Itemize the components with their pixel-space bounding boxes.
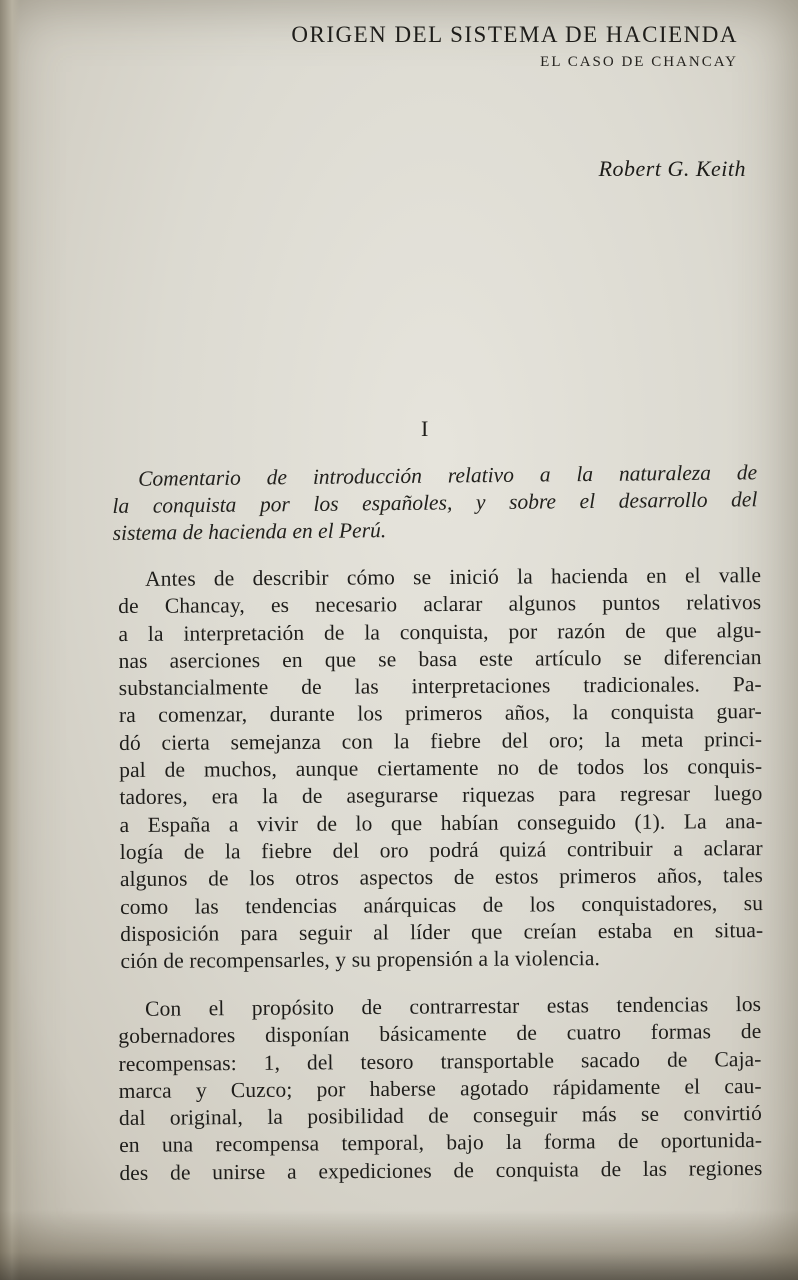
paragraph-line: disposición para seguir al líder que creían estaba en situa- [120, 917, 764, 946]
paragraph-line: pal de muchos, aunque ciertamente no de todos los conquis- [119, 754, 763, 783]
page-bottom-shadow [0, 1210, 798, 1280]
paragraph-line: en una recompensa temporal, bajo la forma de oportunida- [119, 1128, 763, 1158]
paragraph-line: como las tendencias anárquicas de los conquistadores, su [120, 890, 764, 919]
paragraph-line: Antes de describir cómo se inició la hacienda en el valle [145, 563, 762, 591]
paragraph-line: de Chancay, es necesario aclarar algunos puntos relativos [118, 590, 762, 619]
paragraph-line: Con el propósito de contrarrestar estas tendencias los [145, 991, 762, 1021]
paragraph-2 [118, 991, 762, 1187]
paragraph-line: dal original, la posibilidad de conseguir más se convirtió [118, 1101, 763, 1131]
paragraph-line: a la interpretación de la conquista, por razón de que algu- [118, 617, 762, 646]
paragraph-line: nas aserciones en que se basa este artículo se diferencian [118, 644, 762, 673]
paragraph-line: logía de la fiebre del oro podrá quizá contribuir a aclarar [119, 836, 763, 864]
paragraph-line: substancialmente de las interpretaciones tradicionales. Pa- [118, 672, 762, 701]
paragraph-line: marca y Cuzco; por haberse agotado rápidamente el cau- [118, 1073, 762, 1103]
paragraph-line: tadores, era la de asegurarse riquezas para regresar luego [119, 781, 763, 810]
paragraph-line: ra comenzar, durante los primeros años, la conquista guar- [118, 699, 762, 728]
paragraph-line: recompensas: 1, del tesoro transportable sacado de Caja- [118, 1046, 762, 1076]
running-header-subtitle: EL CASO DE CHANCAY [540, 54, 738, 70]
paragraph-line: des de unirse a expediciones de conquista de las regiones [119, 1155, 763, 1185]
paragraph-1 [118, 562, 763, 975]
page-gutter-shadow [0, 0, 20, 1280]
paragraph-line: gobernadores disponían básicamente de cuatro formas de [118, 1019, 762, 1049]
paragraph-line: ción de recompensarles, y su propensión a la violencia. [120, 946, 601, 974]
section-number: I [421, 416, 429, 441]
section-intro-line: sistema de hacienda en el Perú. [112, 518, 387, 545]
paragraph-line: a España a vivir de lo que habían conseguido (1). La ana- [119, 808, 763, 837]
author-name: Robert G. Keith [598, 156, 746, 181]
section-intro-line: la conquista por los españoles, y sobre el desarrollo del [112, 487, 758, 518]
paragraph-line: dó cierta semejanza con la fiebre del oro; la meta princi- [119, 726, 763, 755]
paragraph-line: algunos de los otros aspectos de estos primeros años, tales [119, 863, 763, 892]
running-header-title: ORIGEN DEL SISTEMA DE HACIENDA [291, 22, 738, 47]
section-intro-line: Comentario de introducción relativo a la naturaleza de [138, 460, 758, 491]
section-intro [112, 459, 758, 547]
